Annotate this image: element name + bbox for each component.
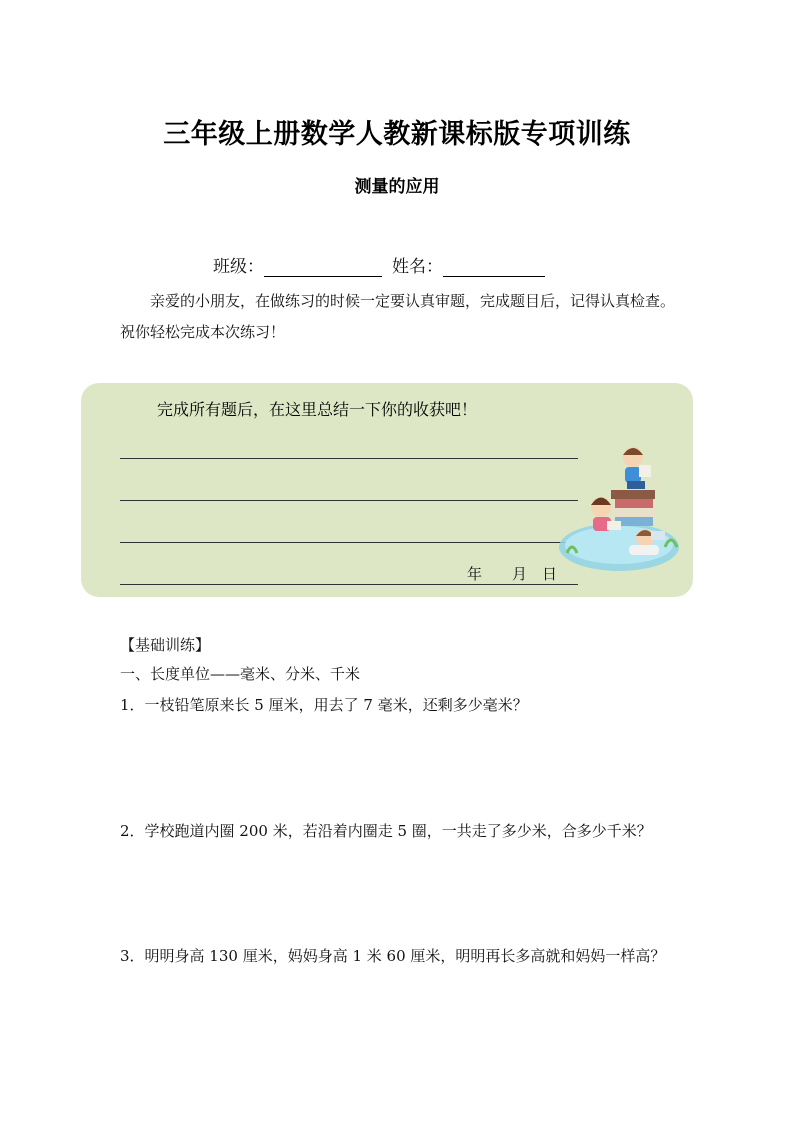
summary-line[interactable]	[120, 500, 578, 501]
question-3: 3．明明身高 130 厘米，妈妈身高 1 米 60 厘米，明明再长多高就和妈妈一样高？	[120, 947, 666, 965]
date-day: 日	[542, 565, 558, 583]
section-basic-training: 【基础训练】	[120, 636, 211, 654]
date-year: 年	[467, 565, 483, 583]
children-reading-illustration	[557, 435, 687, 585]
class-blank[interactable]	[264, 258, 382, 277]
page-title: 三年级上册数学人教新课标版专项训练	[163, 119, 631, 150]
date-month: 月	[512, 565, 528, 583]
summary-prompt: 完成所有题后，在这里总结一下你的收获吧！	[157, 400, 478, 419]
summary-date	[467, 563, 557, 584]
student-info	[213, 252, 545, 277]
class-label: 班级：	[213, 257, 264, 277]
intro-paragraph: 亲爱的小朋友，在做练习的时候一定要认真审题，完成题目后，记得认真检查。祝你轻松完成本次练习！	[120, 292, 676, 341]
summary-line[interactable]	[120, 542, 578, 543]
page-subtitle: 测量的应用	[354, 177, 440, 197]
name-blank[interactable]	[443, 258, 545, 277]
summary-line[interactable]	[120, 458, 578, 459]
section-length-units: 一、长度单位——毫米、分米、千米	[120, 665, 361, 683]
question-1: 1．一枝铅笔原来长 5 厘米，用去了 7 毫米，还剩多少毫米？	[120, 696, 528, 714]
summary-line[interactable]	[120, 584, 578, 585]
summary-box	[81, 383, 693, 597]
name-label: 姓名：	[392, 257, 443, 277]
question-2: 2．学校跑道内圈 200 米，若沿着内圈走 5 圈，一共走了多少米，合多少千米？	[120, 822, 652, 840]
